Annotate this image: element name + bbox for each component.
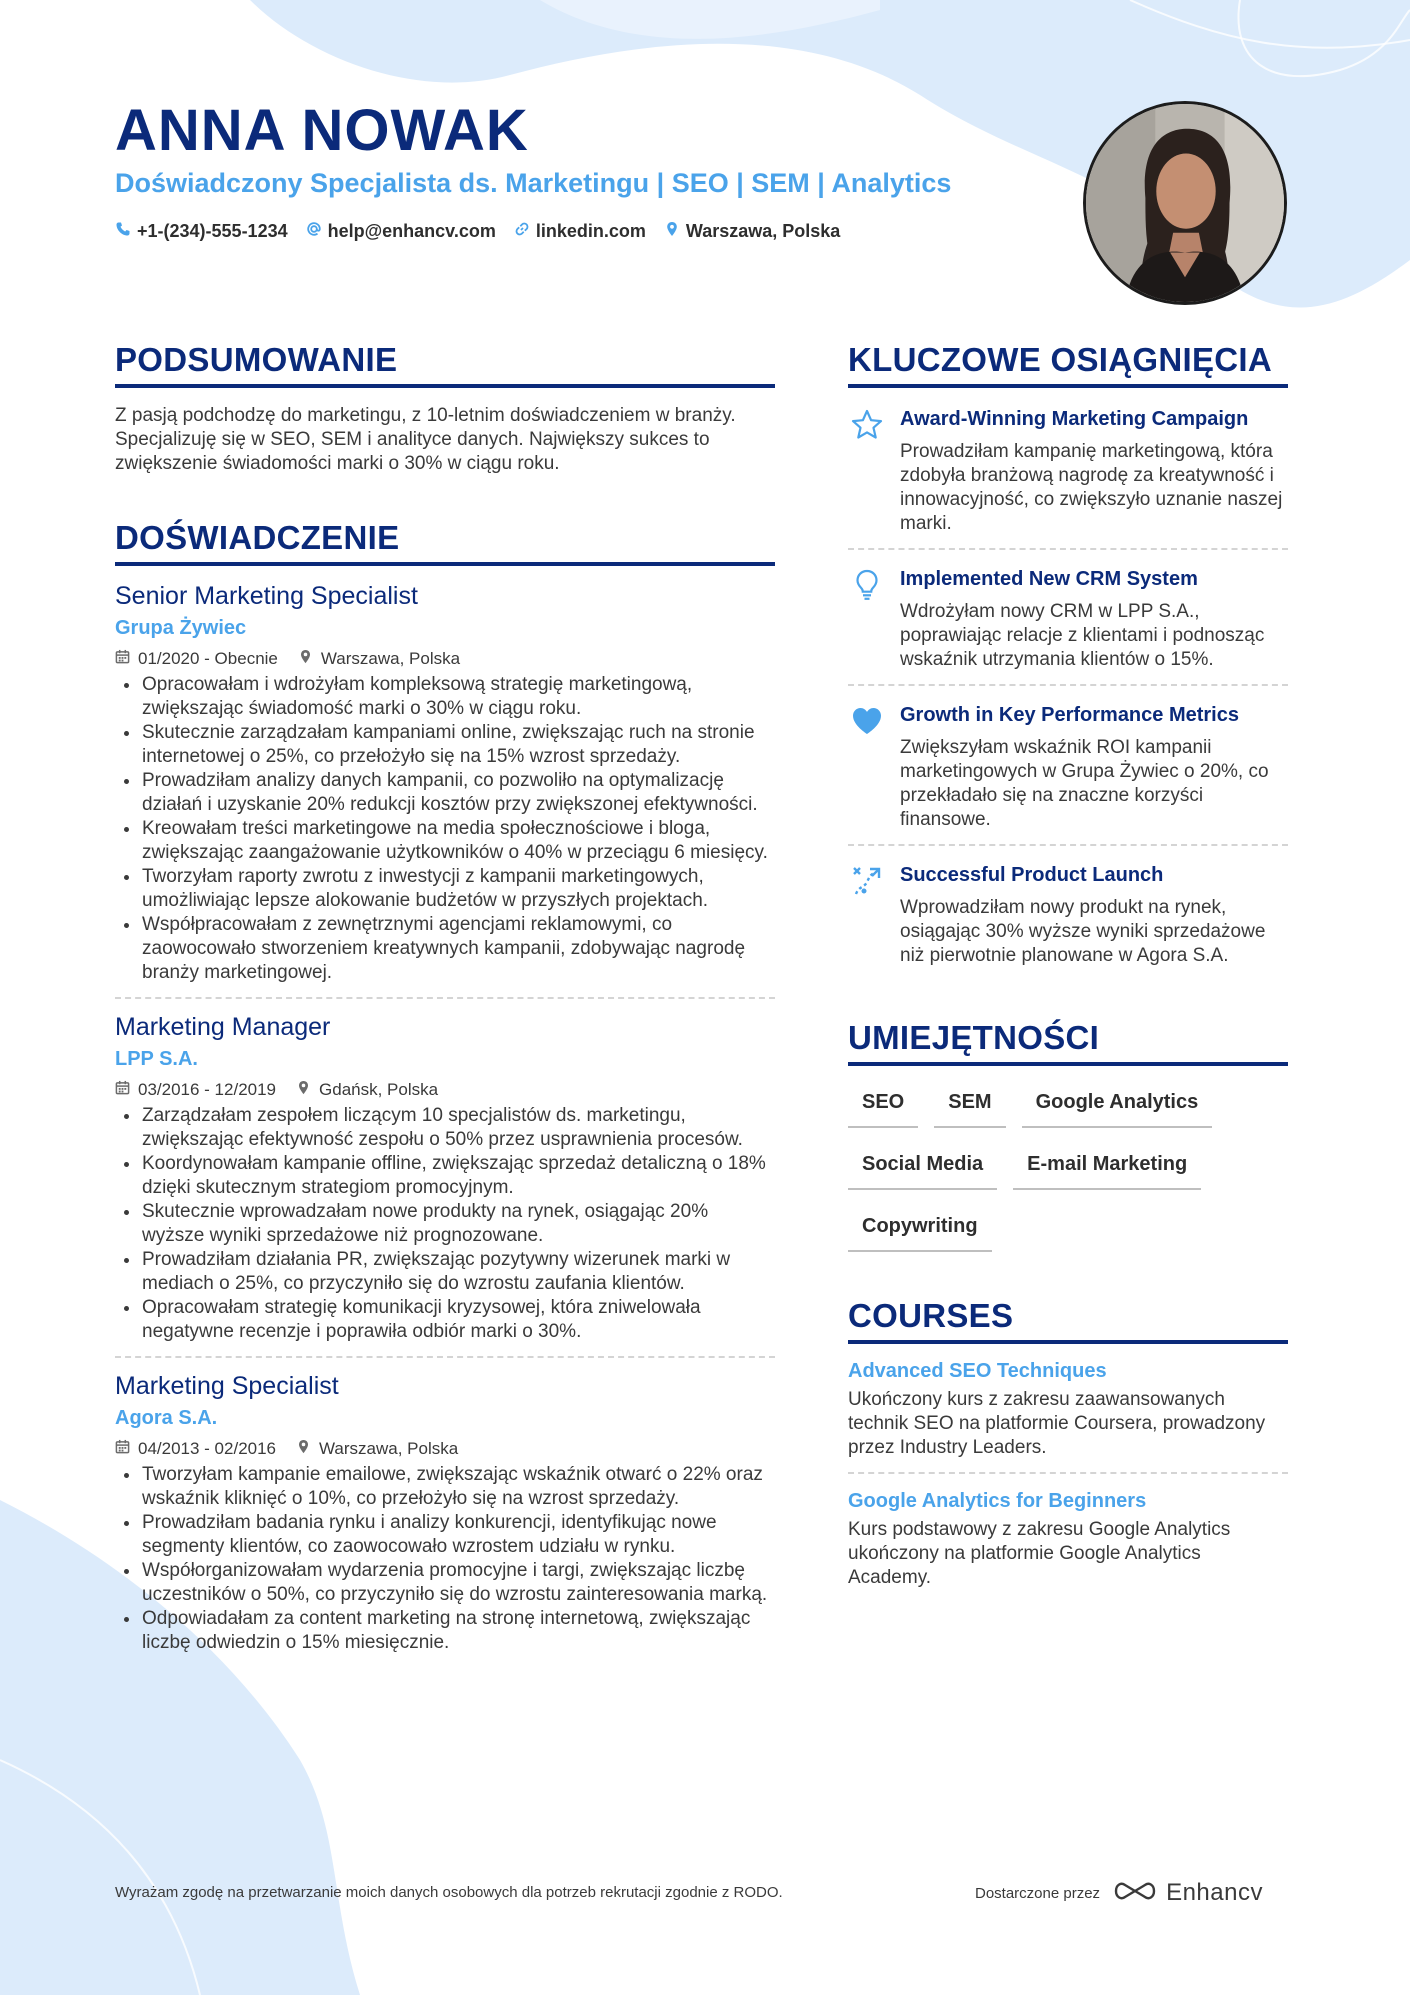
experience-item: [115, 580, 775, 985]
course-title: Advanced SEO Techniques: [848, 1360, 1107, 1382]
job-location: [296, 1079, 438, 1101]
enhancv-logo[interactable]: [1112, 1878, 1263, 1908]
experience-heading: DOŚWIADCZENIE: [115, 518, 775, 566]
job-location-text: Warszawa, Polska: [319, 1439, 459, 1458]
skill-tag: E-mail Marketing: [1013, 1142, 1201, 1190]
summary-heading: PODSUMOWANIE: [115, 340, 775, 388]
achievement-description: Wdrożyłam nowy CRM w LPP S.A., poprawiając relacje z klientami i podnosząc wskaźnik utrzymania klientów o 15%.: [900, 601, 1265, 670]
achievement-item: [848, 390, 1288, 548]
job-bullet: Opracowałam strategię komunikacji kryzysowej, która zniwelowała negatywne recenzje i poprawiła odbiór marki o 30%.: [115, 1296, 775, 1344]
job-role: Senior Marketing Specialist: [115, 582, 418, 610]
candidate-name: ANNA NOWAK: [115, 98, 529, 163]
experience-item: [115, 1011, 775, 1344]
achievement-item: [848, 686, 1288, 844]
job-dates: [115, 648, 278, 670]
experience-list: [115, 580, 775, 1655]
calendar-icon: [115, 1079, 130, 1101]
heart-icon: [848, 702, 886, 832]
job-company: LPP S.A.: [115, 1048, 198, 1070]
location-text: Warszawa, Polska: [685, 220, 841, 241]
job-bullet: Prowadziłam analizy danych kampanii, co pozwoliło na optymalizację działań i uzyskanie 20% redukcji kosztów przy zwiększonej efektywności.: [115, 769, 775, 817]
strategy-icon: [848, 862, 886, 968]
job-bullet: Skutecznie zarządzałam kampaniami online, zwiększając ruch na stronie internetowej o 25%, co przełożyło się na 15% wzrost sprzedaży.: [115, 721, 775, 769]
at-icon: [306, 221, 322, 242]
achievement-item: [848, 550, 1288, 684]
course-description: Ukończony kurs z zakresu zaawansowanych technik SEO na platformie Coursera, prowadzony przez Industry Leaders.: [848, 1389, 1266, 1458]
job-bullet: Współorganizowałam wydarzenia promocyjne i targi, zwiększając liczbę uczestników o 50%, co przyczyniło się do wzrostu zainteresowania marką.: [115, 1559, 775, 1607]
job-bullet: Tworzyłam kampanie emailowe, zwiększając wskaźnik otwarć o 22% oraz wskaźnik kliknięć o 10%, co przełożyło się na wzrost sprzedaży.: [115, 1463, 775, 1511]
job-role: Marketing Specialist: [115, 1372, 339, 1400]
achievement-item: [848, 846, 1288, 980]
email-text: help@enhancv.com: [327, 220, 496, 241]
location-pin-icon: [296, 1438, 311, 1460]
skill-tag: SEM: [934, 1080, 1005, 1128]
star-icon: [848, 406, 886, 536]
contact-linkedin[interactable]: [514, 221, 646, 242]
course-title: Google Analytics for Beginners: [848, 1490, 1147, 1512]
lightbulb-icon: [848, 566, 886, 672]
job-bullets: [115, 1463, 775, 1655]
course-description: Kurs podstawowy z zakresu Google Analytics ukończony na platformie Google Analytics Academy.: [848, 1519, 1231, 1588]
job-bullet: Opracowałam i wdrożyłam kompleksową strategię marketingową, zwiększając świadomość marki o 30% w ciągu roku.: [115, 673, 775, 721]
job-location: [296, 1438, 458, 1460]
job-dates: [115, 1079, 276, 1101]
contact-phone[interactable]: [115, 221, 288, 242]
phone-text: +1-(234)-555-1234: [137, 220, 288, 241]
achievement-title: Award-Winning Marketing Campaign: [900, 408, 1249, 430]
job-bullet: Prowadziłam działania PR, zwiększając pozytywny wizerunek marki w mediach o 25%, co przyczyniło się do wzrostu zaufania klientów.: [115, 1248, 775, 1296]
phone-icon: [115, 221, 131, 242]
location-pin-icon: [296, 1079, 311, 1101]
achievement-title: Implemented New CRM System: [900, 568, 1198, 590]
achievement-title: Successful Product Launch: [900, 864, 1164, 886]
link-icon: [514, 221, 530, 242]
course-item: [848, 1344, 1288, 1472]
job-company: Grupa Żywiec: [115, 617, 247, 639]
courses-list: [848, 1344, 1288, 1602]
job-company: Agora S.A.: [115, 1407, 218, 1429]
left-column: [115, 340, 775, 1655]
job-bullet: Współpracowałam z zewnętrznymi agencjami reklamowymi, co zaowocowało stworzeniem kreatywnych kampanii, zdobywając nagrodę branży marketingowej.: [115, 913, 775, 985]
skills-list: [848, 1080, 1288, 1266]
powered-by-text: Dostarczone przez: [975, 1884, 1101, 1902]
job-bullet: Kreowałam treści marketingowe na media społecznościowe i bloga, zwiększając zaangażowanie użytkowników o 40% w przeciągu 6 miesięcy.: [115, 817, 775, 865]
location-pin-icon: [664, 221, 680, 242]
job-bullet: Koordynowałam kampanie offline, zwiększając sprzedaż detaliczną o 18% dzięki skutecznym strategiom promocyjnym.: [115, 1152, 775, 1200]
achievements-heading: KLUCZOWE OSIĄGNIĘCIA: [848, 340, 1288, 388]
skill-tag: SEO: [848, 1080, 918, 1128]
experience-item: [115, 1370, 775, 1655]
enhancv-logo-icon: [1112, 1878, 1158, 1908]
job-bullets: [115, 1104, 775, 1344]
job-meta: [115, 1438, 775, 1460]
enhancv-brand-name: Enhancv: [1166, 1879, 1263, 1906]
achievement-description: Zwiększyłam wskaźnik ROI kampanii marketingowych w Grupa Żywiec o 20%, co przekładało się na znaczne korzyści finansowe.: [900, 737, 1269, 830]
gdpr-consent: Wyrażam zgodę na przetwarzanie moich danych osobowych dla potrzeb rekrutacji zgodnie z RODO.: [115, 1884, 783, 1901]
skills-heading: UMIEJĘTNOŚCI: [848, 1018, 1288, 1066]
achievement-description: Prowadziłam kampanię marketingową, która zdobyła branżową nagrodę za kreatywność i innowacyjność, co zwiększyło uznanie naszej marki.: [900, 441, 1283, 534]
job-dates-text: 04/2013 - 02/2016: [138, 1439, 277, 1458]
job-bullet: Skutecznie wprowadzałam nowe produkty na rynek, osiągając 20% wyższe wyniki sprzedażowe niż prognozowane.: [115, 1200, 775, 1248]
job-dates: [115, 1438, 276, 1460]
job-dates-text: 01/2020 - Obecnie: [138, 649, 278, 668]
experience-divider: [115, 1356, 775, 1358]
job-location: [298, 648, 460, 670]
job-bullet: Zarządzałam zespołem liczącym 10 specjalistów ds. marketingu, zwiększając efektywność zespołu o 50% przez usprawnienia procesów.: [115, 1104, 775, 1152]
course-item: [848, 1474, 1288, 1602]
location-pin-icon: [298, 648, 313, 670]
job-location-text: Gdańsk, Polska: [319, 1080, 439, 1099]
calendar-icon: [115, 1438, 130, 1460]
summary-text: Z pasją podchodzę do marketingu, z 10-letnim doświadczeniem w branży. Specjalizuję się w SEO, SEM i analityce danych. Największy sukces to zwiększenie świadomości marki o 30% w ciągu roku.: [115, 405, 736, 474]
contact-location: [664, 221, 840, 242]
achievements-list: [848, 390, 1288, 980]
achievement-title: Growth in Key Performance Metrics: [900, 704, 1239, 726]
skill-tag: Copywriting: [848, 1204, 992, 1252]
job-bullet: Prowadziłam badania rynku i analizy konkurencji, identyfikując nowe segmenty klientów, co zaowocowało wzrostem udziału w rynku.: [115, 1511, 775, 1559]
achievement-description: Wprowadziłam nowy produkt na rynek, osiągając 30% wyższe wyniki sprzedażowe niż pierwotnie planowane w Agora S.A.: [900, 897, 1266, 966]
footer-brand: [975, 1878, 1263, 1908]
contact-row: [115, 218, 840, 244]
experience-divider: [115, 997, 775, 999]
job-bullets: [115, 673, 775, 985]
calendar-icon: [115, 648, 130, 670]
profile-photo: [1083, 101, 1287, 305]
courses-heading: COURSES: [848, 1296, 1288, 1344]
candidate-headline: Doświadczony Specjalista ds. Marketingu | SEO | SEM | Analytics: [115, 168, 952, 198]
right-column: [848, 340, 1288, 1602]
job-meta: [115, 648, 775, 670]
skill-tag: Google Analytics: [1022, 1080, 1213, 1128]
job-location-text: Warszawa, Polska: [320, 649, 461, 668]
linkedin-text: linkedin.com: [535, 220, 646, 241]
skill-tag: Social Media: [848, 1142, 997, 1190]
job-bullet: Tworzyłam raporty zwrotu z inwestycji z kampanii marketingowych, umożliwiając lepsze alokowanie budżetów w przyszłych projektach.: [115, 865, 775, 913]
job-bullet: Odpowiadałam za content marketing na stronę internetową, zwiększając liczbę odwiedzin o 15% miesięcznie.: [115, 1607, 775, 1655]
contact-email[interactable]: [306, 221, 496, 242]
job-dates-text: 03/2016 - 12/2019: [138, 1080, 277, 1099]
job-meta: [115, 1079, 775, 1101]
job-role: Marketing Manager: [115, 1013, 331, 1041]
